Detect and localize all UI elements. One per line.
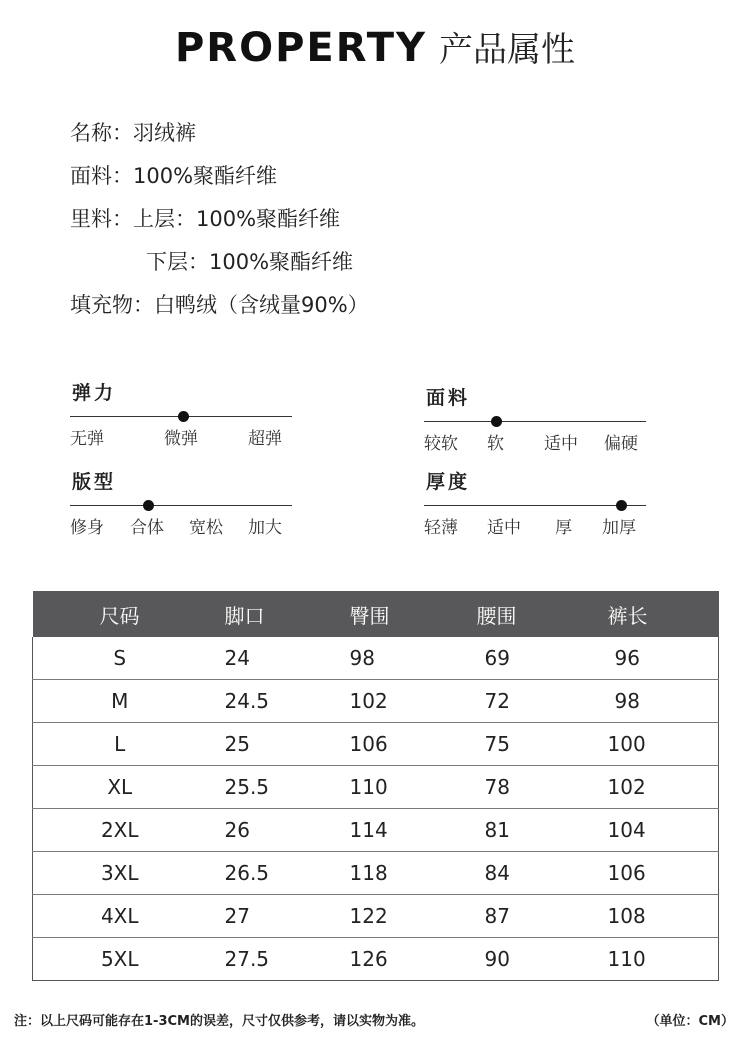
footer-note: 注：以上尺码可能存在1-3CM的误差，尺寸仅供参考，请以实物为准。 xyxy=(14,1014,424,1029)
table-row xyxy=(33,938,719,981)
table-header-row xyxy=(33,591,719,637)
attribute-title: 版型 xyxy=(72,471,117,493)
table-cell: 110 xyxy=(334,766,461,809)
table-row xyxy=(33,680,719,723)
size-table xyxy=(32,591,719,981)
page-title xyxy=(0,22,750,71)
table-cell: 87 xyxy=(461,895,588,938)
attribute-option: 厚 xyxy=(555,518,572,538)
table-cell: 81 xyxy=(461,809,588,852)
attribute-title: 面料 xyxy=(426,387,471,409)
table-cell: 96 xyxy=(588,637,719,680)
table-cell: 69 xyxy=(461,637,588,680)
table-cell: 75 xyxy=(461,723,588,766)
attribute-selected-dot xyxy=(491,416,502,427)
property-fabric xyxy=(70,155,369,198)
table-cell: 25.5 xyxy=(207,766,334,809)
property-value: 羽绒裤 xyxy=(133,121,196,145)
title-english: PROPERTY xyxy=(174,25,427,71)
property-value: 100%聚酯纤维 xyxy=(133,164,278,188)
property-label: 面料： xyxy=(70,164,133,188)
attribute-selected-dot xyxy=(178,411,189,422)
table-row xyxy=(33,809,719,852)
attribute-title: 厚度 xyxy=(426,471,471,493)
table-cell: 122 xyxy=(334,895,461,938)
attribute-option: 较软 xyxy=(424,434,458,454)
attribute-thickness xyxy=(424,467,646,547)
table-cell: 100 xyxy=(588,723,719,766)
attribute-fabric-softness xyxy=(424,383,646,463)
table-cell: 26.5 xyxy=(207,852,334,895)
table-cell: 110 xyxy=(588,938,719,981)
property-label: 填充物： xyxy=(70,293,154,317)
table-cell: 27 xyxy=(207,895,334,938)
property-filling xyxy=(70,284,369,327)
attribute-scale-line xyxy=(424,421,646,422)
attribute-option: 合体 xyxy=(130,518,164,538)
attribute-option: 修身 xyxy=(70,518,104,538)
title-chinese: 产品属性 xyxy=(439,30,575,70)
table-row xyxy=(33,637,719,680)
table-cell: 104 xyxy=(588,809,719,852)
property-lining-lower xyxy=(70,241,369,284)
table-cell: 102 xyxy=(334,680,461,723)
table-cell: 78 xyxy=(461,766,588,809)
size-cell: XL xyxy=(33,766,207,809)
property-value: 下层：100%聚酯纤维 xyxy=(146,250,354,274)
attribute-scale-line xyxy=(424,505,646,506)
attribute-option: 加厚 xyxy=(602,518,636,538)
property-label: 名称： xyxy=(70,121,133,145)
table-cell: 98 xyxy=(588,680,719,723)
size-cell: 5XL xyxy=(33,938,207,981)
attribute-option: 超弹 xyxy=(248,429,282,449)
attribute-fit xyxy=(70,467,292,547)
footer-unit: （单位：CM） xyxy=(646,1014,734,1029)
table-cell: 108 xyxy=(588,895,719,938)
attribute-option: 宽松 xyxy=(189,518,223,538)
property-label: 里料： xyxy=(70,207,133,231)
table-cell: 27.5 xyxy=(207,938,334,981)
table-cell: 24 xyxy=(207,637,334,680)
size-cell: 3XL xyxy=(33,852,207,895)
property-name xyxy=(70,112,369,155)
table-cell: 26 xyxy=(207,809,334,852)
table-cell: 25 xyxy=(207,723,334,766)
table-cell: 98 xyxy=(334,637,461,680)
attribute-scale-line xyxy=(70,505,292,506)
table-cell: 102 xyxy=(588,766,719,809)
property-value: 上层：100%聚酯纤维 xyxy=(133,207,341,231)
table-cell: 72 xyxy=(461,680,588,723)
column-header: 脚口 xyxy=(207,591,334,637)
table-row xyxy=(33,852,719,895)
table-cell: 106 xyxy=(588,852,719,895)
attribute-selected-dot xyxy=(616,500,627,511)
table-row xyxy=(33,723,719,766)
attribute-option: 微弹 xyxy=(164,429,198,449)
attribute-option: 适中 xyxy=(544,434,578,454)
table-row xyxy=(33,895,719,938)
table-row xyxy=(33,766,719,809)
attribute-option: 适中 xyxy=(487,518,521,538)
size-cell: L xyxy=(33,723,207,766)
table-cell: 24.5 xyxy=(207,680,334,723)
property-lining xyxy=(70,198,369,241)
attribute-elasticity xyxy=(70,378,292,458)
attribute-option: 轻薄 xyxy=(424,518,458,538)
table-cell: 114 xyxy=(334,809,461,852)
attribute-option: 加大 xyxy=(248,518,282,538)
property-list xyxy=(70,112,369,327)
table-cell: 106 xyxy=(334,723,461,766)
size-cell: 2XL xyxy=(33,809,207,852)
size-cell: 4XL xyxy=(33,895,207,938)
table-cell: 126 xyxy=(334,938,461,981)
column-header: 腰围 xyxy=(461,591,588,637)
attribute-title: 弹力 xyxy=(72,382,117,404)
column-header: 臀围 xyxy=(334,591,461,637)
size-cell: S xyxy=(33,637,207,680)
table-cell: 118 xyxy=(334,852,461,895)
table-cell: 90 xyxy=(461,938,588,981)
column-header: 裤长 xyxy=(588,591,719,637)
table-cell: 84 xyxy=(461,852,588,895)
attribute-option: 软 xyxy=(487,434,504,454)
column-header: 尺码 xyxy=(33,591,207,637)
property-value: 白鸭绒（含绒量90%） xyxy=(154,293,369,317)
attribute-option: 偏硬 xyxy=(604,434,638,454)
attribute-option: 无弹 xyxy=(70,429,104,449)
size-cell: M xyxy=(33,680,207,723)
attribute-selected-dot xyxy=(143,500,154,511)
